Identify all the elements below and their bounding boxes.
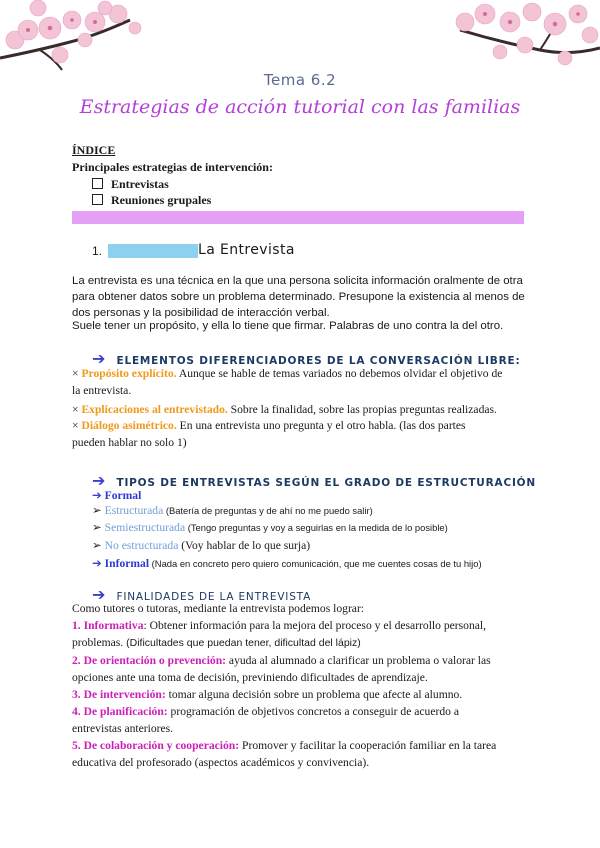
- type-estructurada: [92, 503, 547, 520]
- element-term: Diálogo asimétrico.: [81, 419, 177, 432]
- decorative-band: [72, 211, 524, 224]
- arrowhead-icon: ➢: [92, 539, 102, 552]
- type-label: Semiestructurada: [104, 521, 186, 534]
- intro-line-1: La entrevista es una técnica en la que una persona solicita información oralmente de otra: [72, 275, 523, 287]
- purpose-text: Promover y facilitar la cooperación familiar en la tarea: [239, 739, 497, 752]
- arrowhead-icon: ➢: [92, 504, 102, 517]
- type-note: (Batería de preguntas y de ahí no me puedo salir): [163, 505, 373, 516]
- purpose-note: (Dificultades que puedan tener, dificultad del lápiz): [123, 636, 361, 649]
- arrow-icon: ➔: [92, 349, 106, 368]
- type-note: (Tengo preguntas y voy a seguirlas en la medida de lo posible): [185, 522, 448, 533]
- purpose-item-5: [72, 738, 527, 771]
- arrow-icon: ➔: [92, 471, 106, 490]
- purpose-item-1: [72, 618, 527, 651]
- arrow-icon: ➔: [92, 488, 102, 502]
- types-heading-text: TIPOS DE ENTREVISTAS SEGÚN EL GRADO DE ESTRUCTURACIÓN: [116, 477, 536, 489]
- element-text: Aunque se hable de temas variados no debemos olvidar el objetivo de: [176, 367, 503, 380]
- checkbox-icon: [92, 194, 103, 205]
- index-item-label: Reuniones grupales: [111, 193, 212, 207]
- element-item-3: [72, 418, 527, 451]
- purpose-label: 2. De orientación o prevención:: [72, 654, 227, 667]
- topic-number: Tema 6.2: [263, 71, 337, 89]
- checkbox-icon: [92, 178, 103, 189]
- type-label: Formal: [104, 489, 142, 502]
- element-text-cont: pueden hablar no solo 1): [72, 435, 187, 449]
- elements-heading-text: ELEMENTOS DIFERENCIADORES DE LA CONVERSACIÓN LIBRE:: [116, 355, 521, 367]
- element-item-1: [72, 366, 527, 399]
- type-formal: [92, 487, 547, 505]
- section-title: La Entrevista: [198, 242, 295, 258]
- type-note: (Voy hablar de lo que surja): [178, 539, 311, 552]
- index-subheading: Principales estrategias de intervención:: [72, 160, 273, 174]
- element-text: En una entrevista uno pregunta y el otro habla. (las dos partes: [176, 419, 466, 432]
- purpose-label: 3. De intervención:: [72, 688, 166, 701]
- type-no-estructurada: [92, 538, 547, 555]
- section-number: 1.: [92, 244, 103, 258]
- purpose-text: : Obtener información para la mejora del proceso y el desarrollo personal,: [143, 619, 487, 632]
- purpose-text-cont: opciones ante una toma de decisión, previniendo dificultades de aprendizaje.: [72, 670, 428, 684]
- purpose-label: 4. De planificación:: [72, 705, 168, 718]
- cherry-blossom-right-decoration: [440, 0, 600, 75]
- purpose-text: programación de objetivos concretos a conseguir de acuerdo a: [167, 705, 459, 718]
- purpose-text: tomar alguna decisión sobre un problema que afecte al alumno.: [165, 688, 463, 701]
- purposes-heading-text: FINALIDADES DE LA ENTREVISTA: [116, 591, 312, 603]
- arrow-icon: ➔: [92, 585, 106, 604]
- cross-icon: ×: [72, 419, 79, 432]
- page-title: Estrategias de acción tutorial con las familias: [79, 96, 521, 118]
- element-term: Explicaciones al entrevistado.: [81, 403, 228, 416]
- intro-line-3: dos personas y la posibilidad de interacción verbal.: [72, 307, 330, 319]
- element-text-cont: la entrevista.: [72, 383, 132, 397]
- title-highlight: [108, 244, 198, 258]
- element-term: Propósito explícito.: [81, 367, 177, 380]
- purpose-label: 5. De colaboración y cooperación:: [72, 739, 240, 752]
- index-heading: ÍNDICE: [72, 143, 116, 157]
- type-informal: [92, 555, 547, 573]
- type-label: Informal: [104, 557, 150, 570]
- purposes-intro: Como tutores o tutoras, mediante la entrevista podemos lograr:: [72, 602, 365, 615]
- type-label: Estructurada: [104, 504, 164, 517]
- purpose-text: ayuda al alumnado a clarificar un problema o valorar las: [226, 654, 491, 667]
- cross-icon: ×: [72, 403, 79, 416]
- purpose-text-cont: educativa del profesorado (aspectos académicos y convivencia).: [72, 755, 370, 769]
- purpose-item-2: [72, 653, 527, 686]
- intro-line-4: Suele tener un propósito, y ella lo tiene que firmar. Palabras de uno contra la del otro.: [72, 320, 504, 332]
- arrow-icon: ➔: [92, 556, 102, 570]
- index-item-entrevistas: [92, 177, 169, 192]
- index-item-reuniones: [92, 193, 211, 208]
- purpose-label: 1. Informativa: [72, 619, 144, 632]
- element-item-2: [72, 402, 527, 419]
- arrowhead-icon: ➢: [92, 521, 102, 534]
- type-label: No estructurada: [104, 539, 179, 552]
- cross-icon: ×: [72, 367, 79, 380]
- type-semiestructurada: [92, 520, 547, 537]
- type-note: (Nada en concreto pero quiero comunicación, que me cuentes cosas de tu hijo): [149, 558, 482, 569]
- cherry-blossom-left-decoration: [0, 0, 150, 75]
- index-item-label: Entrevistas: [111, 177, 169, 191]
- purpose-item-4: [72, 704, 527, 737]
- element-text: Sobre la finalidad, sobre las propias preguntas realizadas.: [227, 403, 497, 416]
- purpose-text-cont: problemas.: [72, 635, 124, 649]
- purpose-item-3: [72, 687, 527, 704]
- purpose-text-cont: entrevistas anteriores.: [72, 721, 174, 735]
- intro-line-2: para obtener datos sobre un problema determinado. Presupone la existencia al menos de: [72, 291, 525, 303]
